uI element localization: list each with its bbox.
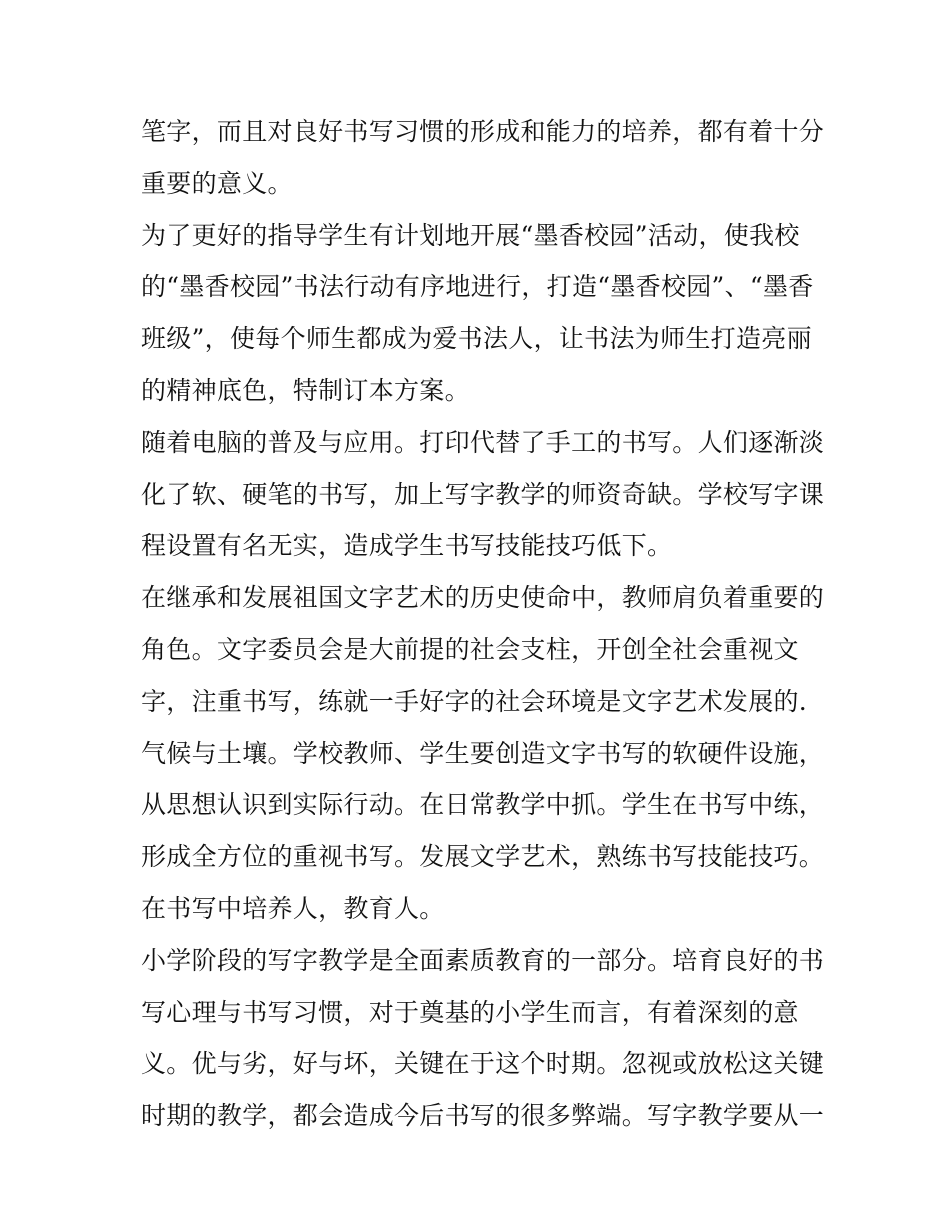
- text-line: 在继承和发展祖国文字艺术的历史使命中，教师肩负着重要的: [141, 583, 825, 613]
- text-line: 的“墨香校园”书法行动有序地进行，打造“墨香校园”、“墨香: [141, 272, 814, 302]
- text-line: 程设置有名无实，造成学生书写技能技巧低下。: [141, 531, 673, 561]
- text-line: 随着电脑的普及与应用。打印代替了手工的书写。人们逐渐淡: [141, 427, 825, 457]
- text-line: 在书写中培养人，教育人。: [141, 893, 445, 923]
- text-line: 字，注重书写，练就一手好字的社会环境是文字艺术发展的.: [141, 686, 808, 716]
- text-line: 角色。文字委员会是大前提的社会支柱，开创全社会重视文: [141, 634, 799, 664]
- text-line: 小学阶段的写字教学是全面素质教育的一部分。培育良好的书: [141, 945, 825, 975]
- text-line: 化了软、硬笔的书写，加上写字教学的师资奇缺。学校写字课: [141, 479, 825, 509]
- text-line: 时期的教学，都会造成今后书写的很多弊端。写字教学要从一: [141, 1101, 825, 1131]
- text-line: 形成全方位的重视书写。发展文学艺术，熟练书写技能技巧。: [141, 842, 825, 872]
- text-line: 气候与土壤。学校教师、学生要创造文字书写的软硬件设施，: [141, 738, 825, 768]
- text-line: 为了更好的指导学生有计划地开展“墨香校园”活动，使我校: [141, 220, 800, 250]
- text-line: 的精神底色，特制订本方案。: [141, 375, 470, 405]
- text-line: 重要的意义。: [141, 168, 293, 198]
- text-line: 从思想认识到实际行动。在日常教学中抓。学生在书写中练，: [141, 790, 825, 820]
- text-line: 班级”，使每个师生都成为爱书法人，让书法为师生打造亮丽: [141, 324, 812, 354]
- document-body: [141, 106, 825, 1142]
- text-line: 义。优与劣，好与坏，关键在于这个时期。忽视或放松这关键: [141, 1049, 825, 1079]
- text-line: 笔字，而且对良好书写习惯的形成和能力的培养，都有着十分: [141, 117, 825, 146]
- text-line: 写心理与书写习惯，对于奠基的小学生而言，有着深刻的意: [141, 997, 799, 1027]
